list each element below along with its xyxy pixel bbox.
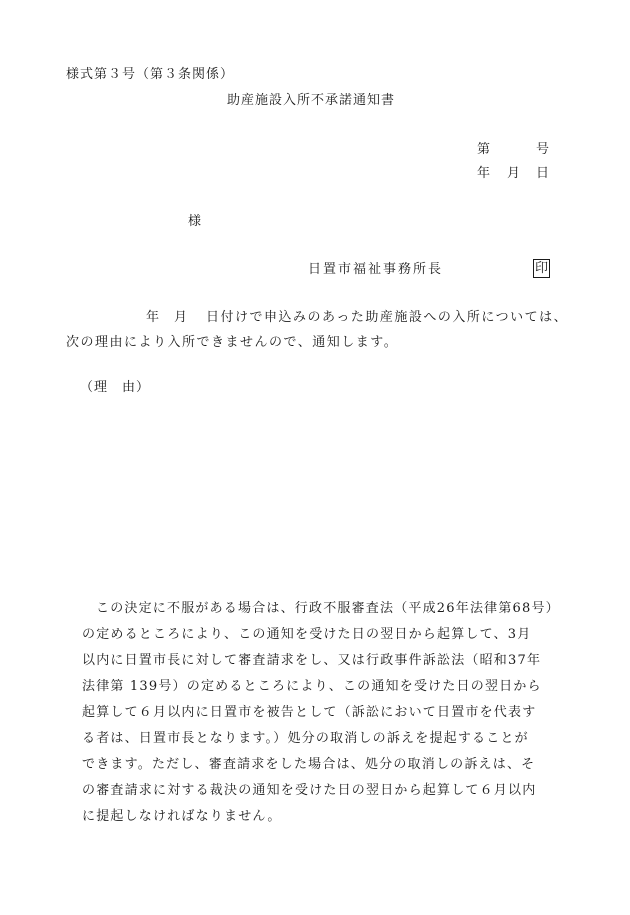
- notice-line-2: 次の理由により入所できませんので、通知します。: [66, 335, 399, 350]
- seal-stamp: 印: [534, 261, 548, 276]
- issuer-name: 日置市福祉事務所長: [308, 262, 444, 277]
- notice-year-label: 年: [146, 310, 160, 325]
- date-year-label: 年: [477, 166, 491, 181]
- reference-number-suffix: 号: [536, 142, 550, 157]
- form-number: 様式第３号（第３条関係）: [66, 67, 235, 82]
- reference-number-prefix: 第: [477, 142, 491, 157]
- appeal-line: この決定に不服がある場合は、行政不服審査法（平成26年法律第68号）: [96, 601, 560, 616]
- addressee-honorific: 様: [188, 214, 202, 229]
- notice-month-label: 月: [174, 310, 188, 325]
- appeal-instructions: [82, 596, 572, 830]
- date-day-label: 日: [536, 166, 550, 181]
- appeal-line: る者は、日置市長となります。）処分の取消しの訴えを提起することが: [82, 731, 529, 746]
- document-title: 助産施設入所不承諾通知書: [227, 93, 396, 108]
- appeal-line: の審査請求に対する裁決の通知を受けた日の翌日から起算して６月以内: [82, 783, 537, 798]
- appeal-line: 法律第 139号）の定めるところにより、この通知を受けた日の翌日から: [82, 679, 542, 694]
- appeal-line: できます。ただし、審査請求をした場合は、処分の取消しの訴えは、そ: [82, 757, 536, 772]
- appeal-line: 起算して６月以内に日置市を被告として（訴訟において日置市を代表す: [82, 705, 537, 720]
- appeal-line: に提起しなければなりません。: [82, 809, 282, 824]
- date-month-label: 月: [507, 166, 521, 181]
- appeal-line: の定めるところにより、この通知を受けた日の翌日から起算して、3月: [82, 627, 532, 642]
- reason-label: （理 由）: [80, 380, 151, 395]
- appeal-line: 以内に日置市長に対して審査請求をし、又は行政事件訴訟法（昭和37年: [82, 653, 542, 668]
- notice-line-1: 日付けで申込みのあった助産施設への入所については、: [206, 310, 569, 325]
